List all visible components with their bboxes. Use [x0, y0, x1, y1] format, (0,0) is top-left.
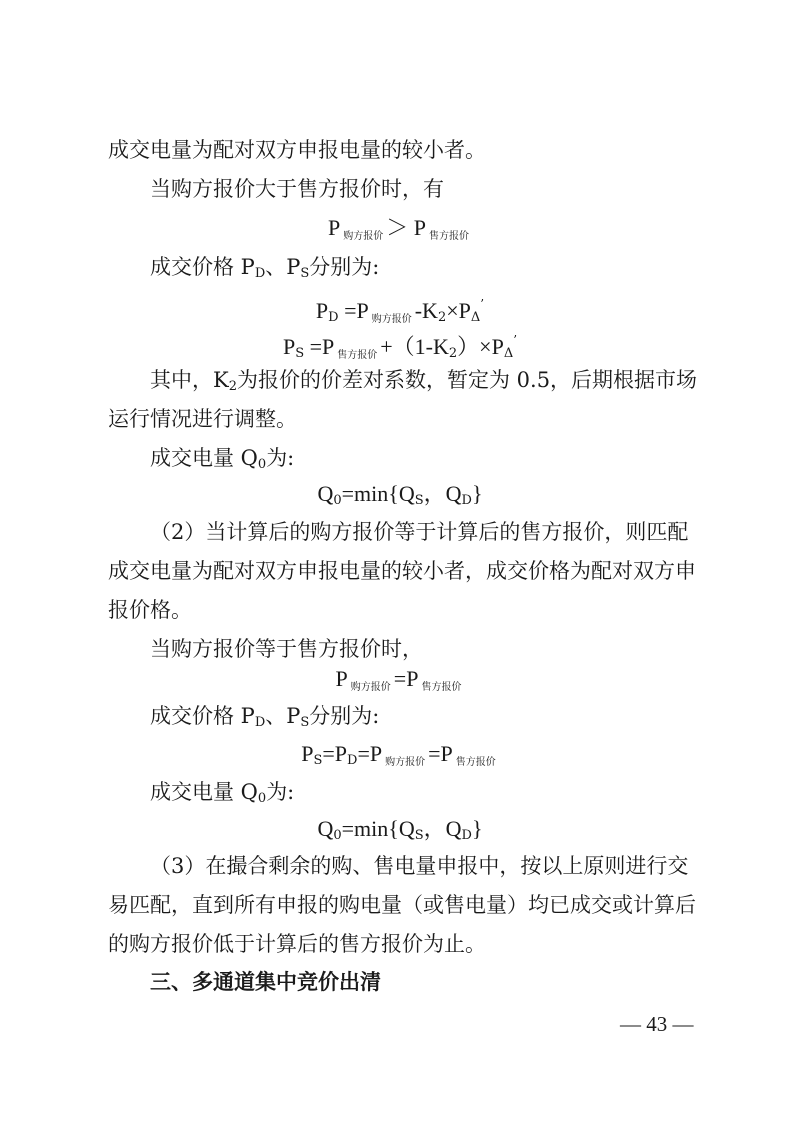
formula-subscript: 0	[333, 493, 342, 508]
formula-q0	[0, 815, 800, 850]
formula-superscript: ’	[513, 333, 518, 347]
paragraph-line: 报价格。	[108, 598, 192, 622]
text: 分别为:	[309, 704, 380, 728]
formula-text: ）×P	[457, 334, 504, 359]
formula-subscript: S	[313, 753, 323, 768]
formula-buy-equals-sell	[0, 665, 800, 702]
formula-subscript: 0	[333, 828, 342, 843]
formula-subscript: 售方报价	[429, 231, 469, 242]
formula-text: =P	[393, 666, 419, 691]
formula-subscript: 售方报价	[421, 682, 462, 693]
paragraph-line: 当购方报价大于售方报价时，有	[150, 177, 444, 201]
paragraph-line	[150, 702, 700, 737]
page-number: — 43 —	[620, 1012, 694, 1036]
formula-symbol: Q	[317, 816, 334, 841]
formula-text: -K	[414, 298, 438, 323]
formula-subscript: 购方报价	[350, 682, 391, 693]
formula-subscript: 购方报价	[385, 757, 426, 768]
formula-text: =P	[338, 298, 369, 323]
formula-subscript: S	[414, 828, 424, 843]
formula-symbol: P	[335, 666, 348, 691]
formula-subscript: D	[347, 753, 358, 768]
formula-subscript: 购方报价	[371, 314, 412, 325]
formula-subscript: D	[461, 493, 472, 508]
formula-symbol: P	[301, 741, 314, 766]
paragraph-line	[150, 366, 700, 401]
formula-symbol: P	[282, 334, 296, 359]
formula-text: =min{Q	[341, 481, 415, 506]
section-heading: 三、多通道集中竞价出清	[150, 970, 381, 994]
formula-symbol: P	[413, 215, 426, 240]
formula-symbol: Q	[317, 481, 334, 506]
subscript: S	[300, 266, 310, 281]
paragraph-line	[150, 444, 700, 479]
formula-subscript: Δ	[503, 346, 514, 361]
text: 其中，K	[150, 368, 229, 392]
formula-text: }	[471, 816, 483, 841]
paragraph-line: 成交电量为配对双方申报电量的较小者。	[108, 138, 486, 162]
formula-text: =P	[322, 741, 348, 766]
text: 、P	[265, 704, 301, 728]
formula-text: ，Q	[423, 816, 462, 841]
formula-text: +（1-K	[380, 334, 449, 359]
paragraph-line: 的购方报价低于计算后的售方报价为止。	[108, 932, 486, 956]
subscript: 2	[228, 379, 237, 394]
formula-subscript: D	[461, 828, 472, 843]
text: 为:	[266, 780, 295, 804]
formula-text: }	[471, 481, 483, 506]
subscript: D	[254, 715, 266, 730]
formula-subscript: 2	[448, 346, 458, 361]
paragraph-line: 成交电量为配对双方申报电量的较小者，成交价格为配对双方申	[108, 559, 696, 583]
formula-symbol: P	[327, 215, 341, 240]
formula-ps	[0, 326, 800, 370]
formula-text: =P	[357, 741, 383, 766]
formula-ps-pd-equal	[0, 740, 800, 777]
paragraph-line	[150, 253, 700, 288]
paragraph-line: 易匹配，直到所有申报的购电量（或售电量）均已成交或计算后	[108, 893, 696, 917]
formula-q0	[0, 480, 800, 515]
text: 、P	[265, 255, 301, 279]
paragraph-line: （3）在撮合剩余的购、售电量申报中，按以上原则进行交	[150, 854, 689, 878]
paragraph-line: （2）当计算后的购方报价等于计算后的售方报价，则匹配	[150, 520, 689, 544]
formula-subscript: D	[328, 310, 339, 325]
formula-subscript: 售方报价	[455, 757, 496, 768]
text: 为:	[266, 446, 295, 470]
formula-subscript: S	[414, 493, 424, 508]
formula-subscript: 2	[437, 310, 447, 325]
formula-subscript: S	[295, 346, 305, 361]
formula-subscript: 售方报价	[337, 350, 378, 361]
formula-text: ，Q	[423, 481, 462, 506]
subscript: 0	[257, 457, 267, 472]
formula-symbol: P	[315, 298, 329, 323]
subscript: 0	[257, 791, 267, 806]
text: 成交电量 Q	[150, 780, 258, 804]
formula-text: =P	[304, 334, 335, 359]
formula-text: =P	[428, 741, 453, 766]
formula-text: =min{Q	[341, 816, 415, 841]
formula-superscript: ’	[480, 297, 485, 311]
formula-buy-greater-sell	[0, 214, 800, 251]
text: 成交价格 P	[150, 255, 255, 279]
formula-text: ×P	[446, 298, 471, 323]
formula-subscript: 购方报价	[343, 231, 384, 242]
text: 分别为:	[309, 255, 380, 279]
paragraph-line	[150, 778, 700, 813]
formula-operator: ＞	[386, 215, 414, 240]
text: 为报价的价差对系数，暂定为 0.5，后期根据市场	[236, 368, 698, 392]
paragraph-line: 运行情况进行调整。	[108, 407, 297, 431]
text: 成交电量 Q	[150, 446, 258, 470]
formula-subscript: Δ	[470, 310, 481, 325]
subscript: S	[300, 715, 310, 730]
subscript: D	[254, 266, 266, 281]
text: 成交价格 P	[150, 704, 255, 728]
paragraph-line: 当购方报价等于售方报价时，	[150, 637, 423, 661]
